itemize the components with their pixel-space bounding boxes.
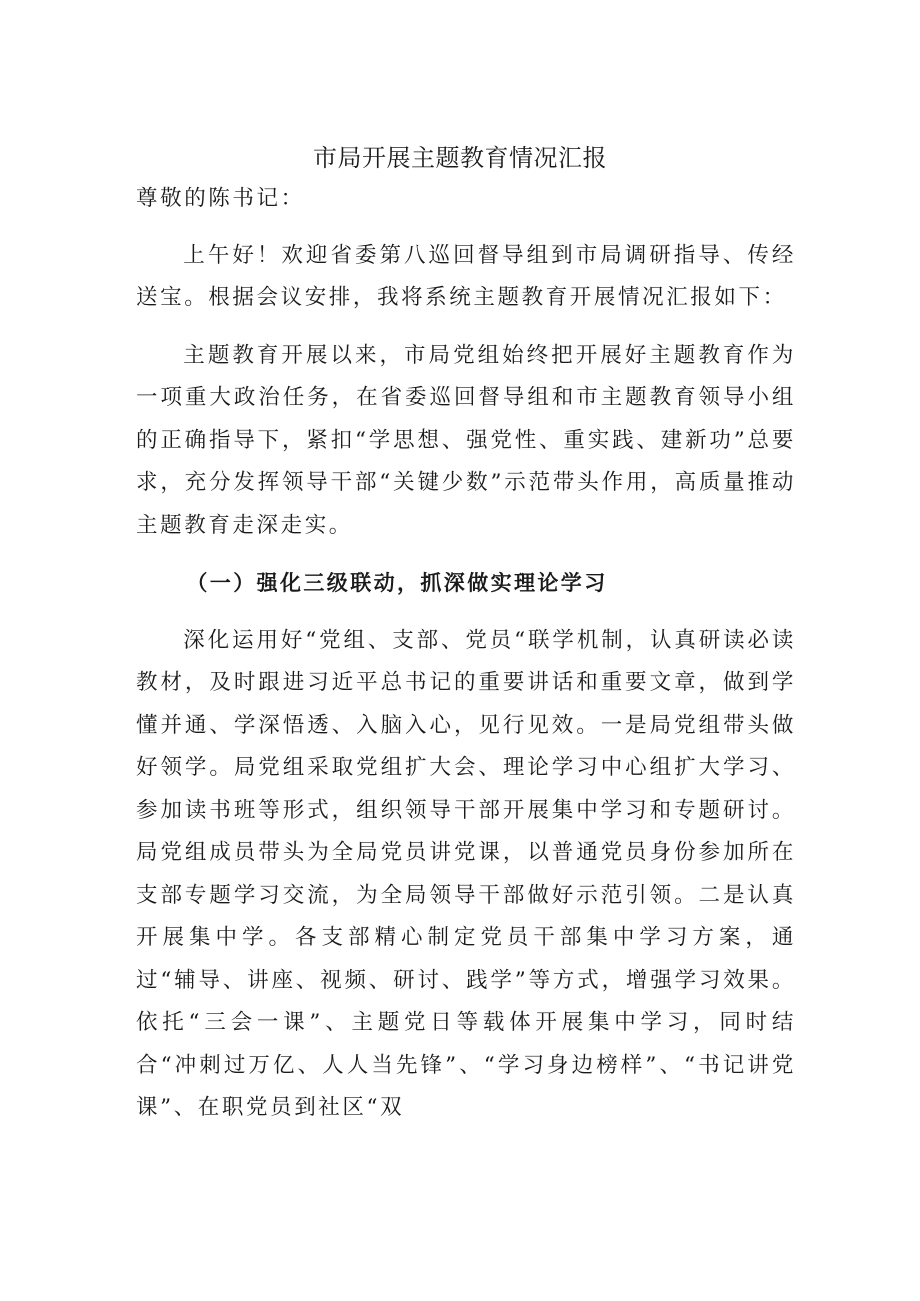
document-body	[136, 178, 796, 1130]
salutation: 尊敬的陈书记：	[136, 186, 305, 211]
greeting-paragraph: 上午好！欢迎省委第八巡回督导组到市局调研指导、传经送宝。根据会议安排，我将系统主题教育开展情况汇报如下：	[136, 242, 796, 310]
document-title: 市局开展主题教育情况汇报	[313, 144, 607, 172]
section-heading: （一）强化三级联动，抓深做实理论学习	[186, 571, 608, 595]
intro-paragraph: 主题教育开展以来，市局党组始终把开展好主题教育作为一项重大政治任务，在省委巡回督导组和市主题教育领导小组的正确指导下，紧扣“学思想、强党性、重实践、建新功”总要求，充分发挥领导干部“关键少数”示范带头作用，高质量推动主题教育走深走实。	[136, 342, 796, 538]
section-paragraph: 深化运用好“党组、支部、党员“联学机制，认真研读必读教材，及时跟进习近平总书记的重要讲话和重要文章，做到学懂并通、学深悟透、入脑入心，见行见效。一是局党组带头做好领学。局党组采取党组扩大会、理论学习中心组扩大学习、参加读书班等形式，组织领导干部开展集中学习和专题研讨。局党组成员带头为全局党员讲党课，以普通党员身份参加所在支部专题学习交流，为全局领导干部做好示范引领。二是认真开展集中学。各支部精心制定党员干部集中学习方案，通过“辅导、讲座、视频、研讨、践学”等方式，增强学习效果。依托“三会一课”、主题党日等载体开展集中学习，同时结合“冲刺过万亿、人人当先锋”、“学习身边榜样”、“书记讲党课”、在职党员到社区“双	[136, 627, 796, 1120]
